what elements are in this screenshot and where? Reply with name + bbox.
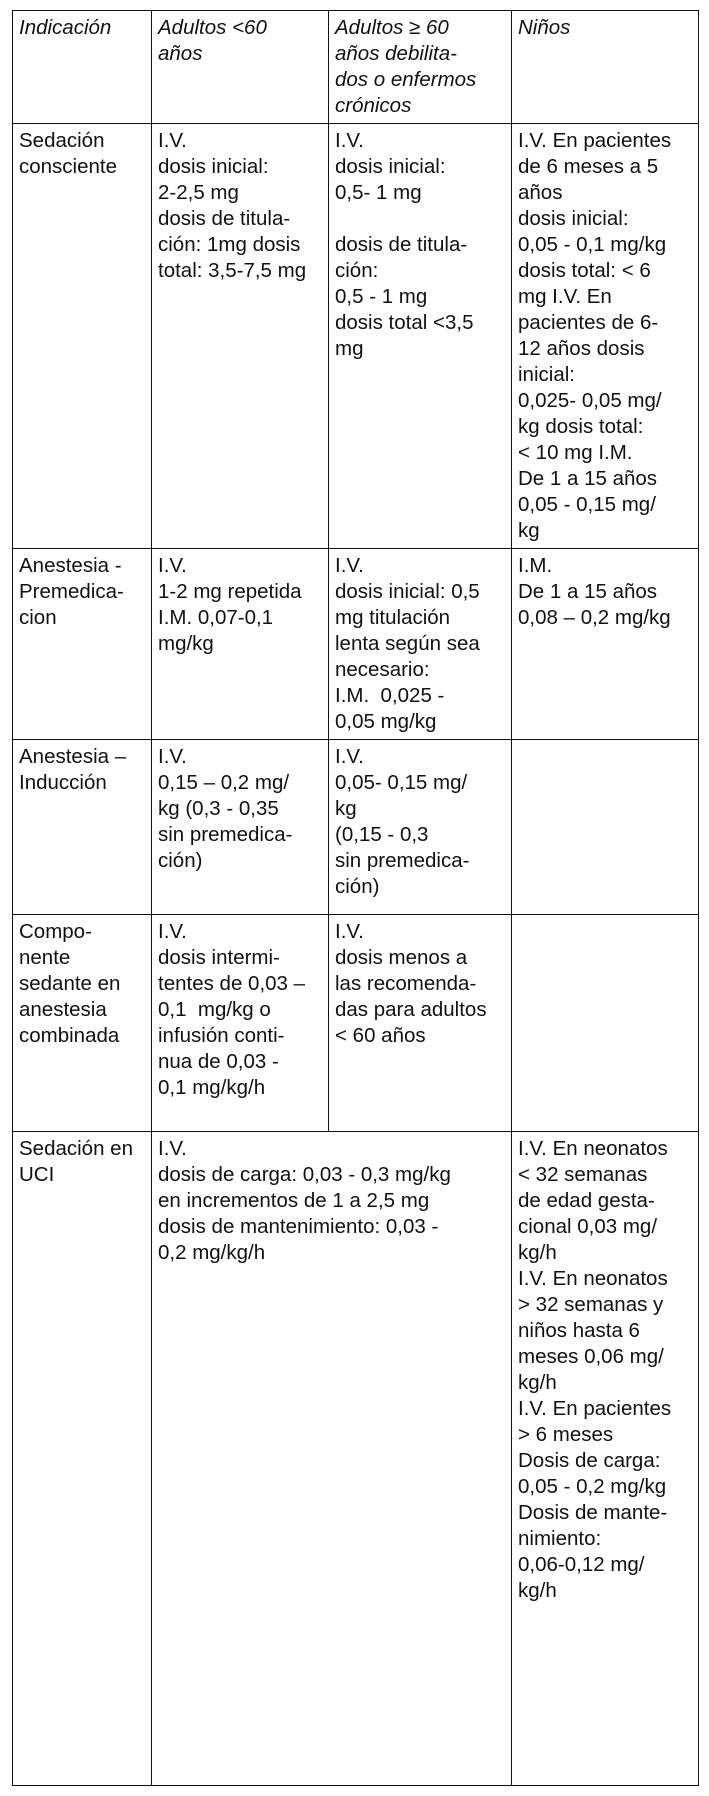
cell-line: lenta según sea: [335, 632, 480, 655]
cell-line: ción:: [335, 259, 379, 282]
cell-line: 1-2 mg repetida: [158, 580, 302, 603]
cell-line: dosis inicial: 0,5: [335, 580, 480, 603]
cell-line: dosis intermi-: [158, 946, 280, 969]
cell-line: dosis total: < 6: [518, 259, 651, 282]
cell-line: das para adultos: [335, 998, 487, 1021]
cell-ninos: [512, 915, 699, 1132]
cell-line: De 1 a 15 años: [518, 580, 658, 603]
cell-line: I.V.: [158, 745, 187, 768]
cell-line: I.V.: [158, 920, 187, 943]
cell-indicacion: [13, 124, 152, 549]
cell-ninos: [512, 1132, 699, 1786]
cell-line: cion: [19, 606, 57, 629]
cell-line: < 60 años: [335, 1024, 426, 1047]
cell-line: años debilita-: [335, 42, 457, 65]
table-row: [13, 740, 699, 915]
cell-line: nimiento:: [518, 1527, 602, 1550]
cell-line: 0,05- 0,15 mg/: [335, 771, 468, 794]
cell-line: inicial:: [518, 363, 575, 386]
cell-line: Anestesia –: [19, 745, 127, 768]
cell-line: Dosis de mante-: [518, 1501, 668, 1524]
cell-line: dos o enfermos: [335, 68, 477, 91]
cell-line: nua de 0,03 -: [158, 1050, 279, 1073]
cell-line: De 1 a 15 años: [518, 467, 658, 490]
cell-line: dosis inicial:: [158, 155, 269, 178]
cell-line: en incrementos de 1 a 2,5 mg: [158, 1189, 430, 1212]
cell-line: años: [518, 181, 563, 204]
cell-line: 0,05 mg/kg: [335, 710, 437, 733]
cell-line: tentes de 0,03 –: [158, 972, 306, 995]
cell-line: I.V.: [335, 920, 364, 943]
cell-line: 0,05 - 0,2 mg/kg: [518, 1475, 667, 1498]
cell-line: kg dosis total:: [518, 415, 644, 438]
cell-adultos60: [329, 124, 512, 549]
cell-line: dosis de titula-: [158, 207, 291, 230]
cell-line: > 32 semanas y: [518, 1293, 664, 1316]
header-indicacion: [13, 11, 152, 124]
cell-line: combinada: [19, 1024, 120, 1047]
cell-line: ción): [335, 875, 380, 898]
cell-line: I.V.: [158, 1137, 187, 1160]
header-adultos-menor-60: [152, 11, 329, 124]
cell-line: < 10 mg I.M.: [518, 441, 633, 464]
cell-line: I.M.: [518, 554, 553, 577]
cell-line: mg titulación: [335, 606, 451, 629]
cell-line: kg/h: [518, 1241, 557, 1264]
table-row: [13, 1132, 699, 1786]
cell-line: Premedica-: [19, 580, 124, 603]
cell-line: meses 0,06 mg/: [518, 1345, 664, 1368]
cell-line: dosis de titula-: [335, 233, 468, 256]
cell-line: 0,15 – 0,2 mg/: [158, 771, 290, 794]
cell-line: 0,05 - 0,15 mg/: [518, 493, 656, 516]
cell-line: necesario:: [335, 658, 430, 681]
cell-line: de 6 meses a 5: [518, 155, 659, 178]
cell-line: infusión conti-: [158, 1024, 285, 1047]
cell-ninos: [512, 124, 699, 549]
cell-adultos-merged: [152, 1132, 512, 1786]
cell-line: total: 3,5-7,5 mg: [158, 259, 307, 282]
cell-adultos: [152, 740, 329, 915]
cell-indicacion: [13, 1132, 152, 1786]
cell-line: 0,2 mg/kg/h: [158, 1241, 266, 1264]
cell-line: las recomenda-: [335, 972, 477, 995]
cell-line: kg/h: [518, 1371, 557, 1394]
cell-line: Sedación: [19, 129, 105, 152]
cell-line: sin premedica-: [158, 823, 293, 846]
cell-line: I.V.: [335, 745, 364, 768]
cell-line: mg/kg: [158, 632, 214, 655]
cell-line: 0,08 – 0,2 mg/kg: [518, 606, 671, 629]
cell-ninos: [512, 549, 699, 740]
cell-line: pacientes de 6-: [518, 311, 659, 334]
cell-line: 0,5 - 1 mg: [335, 285, 428, 308]
cell-line: Niños: [518, 16, 571, 39]
cell-line: anestesia: [19, 998, 107, 1021]
cell-adultos60: [329, 740, 512, 915]
cell-line: 2-2,5 mg: [158, 181, 239, 204]
cell-adultos60: [329, 915, 512, 1132]
table-row: [13, 124, 699, 549]
cell-line: 0,5- 1 mg: [335, 181, 422, 204]
cell-line: 12 años dosis: [518, 337, 645, 360]
cell-line: kg/h: [518, 1579, 557, 1602]
cell-line: dosis total <3,5: [335, 311, 474, 334]
cell-line: sin premedica-: [335, 849, 470, 872]
cell-line: I.V.: [158, 554, 187, 577]
cell-line: Inducción: [19, 771, 107, 794]
cell-line: sedante en: [19, 972, 121, 995]
table-row: [13, 915, 699, 1132]
cell-indicacion: [13, 915, 152, 1132]
cell-line: mg I.V. En: [518, 285, 612, 308]
cell-line: niños hasta 6: [518, 1319, 640, 1342]
cell-line: dosis de carga: 0,03 - 0,3 mg/kg: [158, 1163, 451, 1186]
cell-line: UCI: [19, 1163, 55, 1186]
cell-line: 0,05 - 0,1 mg/kg: [518, 233, 667, 256]
cell-line: I.V. En neonatos: [518, 1267, 668, 1290]
cell-line: de edad gesta-: [518, 1189, 655, 1212]
cell-line: Dosis de carga:: [518, 1449, 661, 1472]
cell-line: crónicos: [335, 94, 412, 117]
cell-line: ción: 1mg dosis: [158, 233, 301, 256]
cell-indicacion: [13, 740, 152, 915]
cell-line: < 32 semanas: [518, 1163, 648, 1186]
cell-line: I.M. 0,025 -: [335, 684, 445, 707]
header-row: [13, 11, 699, 124]
cell-line: Indicación: [19, 16, 112, 39]
cell-adultos60: [329, 549, 512, 740]
cell-line: kg (0,3 - 0,35: [158, 797, 279, 820]
cell-line: I.V.: [158, 129, 187, 152]
cell-line: 0,025- 0,05 mg/: [518, 389, 662, 412]
cell-line: dosis inicial:: [518, 207, 629, 230]
cell-line: dosis de mantenimiento: 0,03 -: [158, 1215, 439, 1238]
cell-line: kg: [518, 519, 540, 542]
cell-line: [335, 206, 505, 232]
cell-indicacion: [13, 549, 152, 740]
cell-line: Compo-: [19, 920, 92, 943]
cell-line: años: [158, 42, 203, 65]
cell-line: cional 0,03 mg/: [518, 1215, 658, 1238]
cell-line: I.V. En pacientes: [518, 1397, 672, 1420]
cell-line: 0,06-0,12 mg/: [518, 1553, 645, 1576]
table-row: [13, 549, 699, 740]
cell-line: I.V.: [335, 129, 364, 152]
cell-line: kg: [335, 797, 357, 820]
cell-ninos: [512, 740, 699, 915]
cell-line: Sedación en: [19, 1137, 133, 1160]
cell-line: nente: [19, 946, 71, 969]
cell-line: I.V.: [335, 554, 364, 577]
cell-line: Adultos <60: [158, 16, 267, 39]
cell-adultos: [152, 549, 329, 740]
cell-line: Adultos ≥ 60: [335, 16, 449, 39]
cell-line: ción): [158, 849, 203, 872]
cell-line: I.V. En neonatos: [518, 1137, 668, 1160]
cell-line: (0,15 - 0,3: [335, 823, 429, 846]
header-ninos: [512, 11, 699, 124]
dosage-table: [12, 10, 699, 1786]
cell-adultos: [152, 124, 329, 549]
cell-adultos: [152, 915, 329, 1132]
cell-line: dosis inicial:: [335, 155, 446, 178]
cell-line: I.V. En pacientes: [518, 129, 672, 152]
cell-line: Anestesia -: [19, 554, 122, 577]
header-adultos-mayor-60: [329, 11, 512, 124]
cell-line: > 6 meses: [518, 1423, 614, 1446]
cell-line: I.M. 0,07-0,1: [158, 606, 274, 629]
cell-line: consciente: [19, 155, 118, 178]
cell-line: mg: [335, 337, 364, 360]
cell-line: dosis menos a: [335, 946, 468, 969]
cell-line: 0,1 mg/kg/h: [158, 1076, 266, 1099]
cell-line: 0,1 mg/kg o: [158, 998, 271, 1021]
